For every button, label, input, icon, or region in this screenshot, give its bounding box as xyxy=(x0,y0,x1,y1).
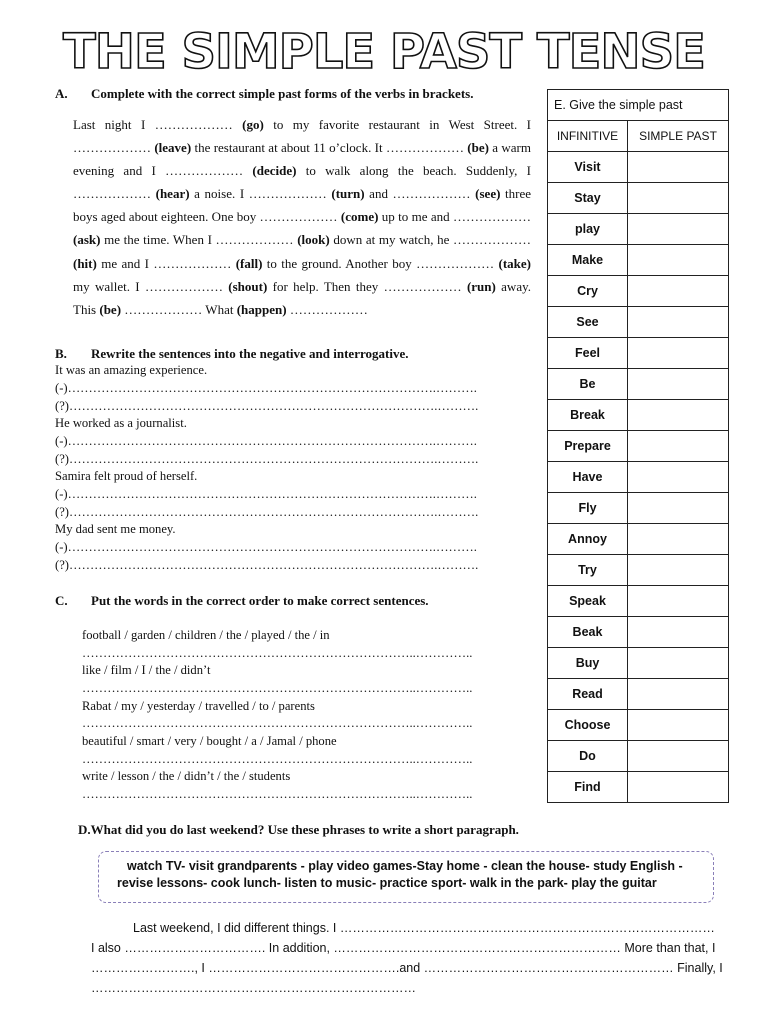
table-row xyxy=(548,679,729,710)
section-a-instruction: Complete with the correct simple past forms of the verbs in brackets. xyxy=(91,86,474,101)
section-b-line: He worked as a journalist. xyxy=(55,416,187,430)
section-b-line[interactable]: (-)…………………………………………………………………………….………. xyxy=(55,487,477,501)
table-row xyxy=(548,338,729,369)
section-c-line[interactable]: ……………………………………………………………………..………….. xyxy=(82,752,473,766)
table-row xyxy=(548,586,729,617)
page-title: THE SIMPLE PAST TENSE xyxy=(63,24,705,80)
simple-past-answer-cell[interactable] xyxy=(628,245,729,276)
simple-past-answer-cell[interactable] xyxy=(628,617,729,648)
infinitive-cell: Have xyxy=(548,462,628,493)
table-row xyxy=(548,214,729,245)
table-row xyxy=(548,617,729,648)
section-c-line: Rabat / my / yesterday / travelled / to / parents xyxy=(82,699,315,713)
phrases-line: watch TV- visit grandparents - play video games-Stay home - clean the house- study English - xyxy=(127,859,683,873)
table-row xyxy=(548,183,729,214)
table-row xyxy=(548,524,729,555)
infinitive-cell: play xyxy=(548,214,628,245)
section-b-line[interactable]: (-)…………………………………………………………………………….………. xyxy=(55,540,477,554)
section-b-heading xyxy=(55,346,408,362)
section-c-label: C. xyxy=(55,593,68,608)
table-row xyxy=(548,276,729,307)
table-row xyxy=(548,462,729,493)
section-b-line[interactable]: (-)…………………………………………………………………………….………. xyxy=(55,434,477,448)
table-row xyxy=(548,710,729,741)
paragraph-line[interactable]: ……………………., I ……………………………………….and …………………………………………………… Finally, I xyxy=(91,961,723,975)
section-c-line[interactable]: ……………………………………………………………………..………….. xyxy=(82,646,473,660)
section-a-label: A. xyxy=(55,86,68,101)
paragraph-line[interactable]: …………………………………………………………………… xyxy=(91,981,416,995)
table-caption: E. Give the simple past xyxy=(548,90,729,121)
section-a-paragraph: Last night I ……………… (go) to my favorite restaurant in West Street. I ……………… (leave) the restaurant at about 11 o’clock. It ……………… (be) a warm evening and I ……………… (decide) to walk along the beach. Suddenly, I ……………… (hear) a noise. I ……………… (turn) and ……………… (see) three boys aged about eighteen. One boy ……………… (come) up to me and ……………… (ask) me the time. When I ……………… (look) down at my watch, he ……………… (hit) me and I ……………… (fall) to the ground. Another boy ……………… (take) my wallet. I ……………… (shout) for help. Then they ……………… (run) away. This (be) ……………… What (happen) ……………… xyxy=(73,117,532,317)
infinitive-cell: Do xyxy=(548,741,628,772)
header-infinitive: INFINITIVE xyxy=(548,121,628,152)
section-c-line: like / film / I / the / didn’t xyxy=(82,663,211,677)
simple-past-answer-cell[interactable] xyxy=(628,369,729,400)
table-row xyxy=(548,400,729,431)
infinitive-cell: Speak xyxy=(548,586,628,617)
table-row xyxy=(548,431,729,462)
simple-past-answer-cell[interactable] xyxy=(628,555,729,586)
section-c-line: write / lesson / the / didn’t / the / students xyxy=(82,769,291,783)
section-c-heading xyxy=(55,593,429,609)
section-c-line[interactable]: ……………………………………………………………………..………….. xyxy=(82,681,473,695)
infinitive-cell: Fly xyxy=(548,493,628,524)
infinitive-cell: Buy xyxy=(548,648,628,679)
simple-past-answer-cell[interactable] xyxy=(628,524,729,555)
infinitive-cell: Choose xyxy=(548,710,628,741)
simple-past-answer-cell[interactable] xyxy=(628,183,729,214)
simple-past-table xyxy=(547,89,729,803)
phrases-box xyxy=(98,851,714,903)
table-row xyxy=(548,741,729,772)
infinitive-cell: See xyxy=(548,307,628,338)
simple-past-answer-cell[interactable] xyxy=(628,772,729,803)
simple-past-answer-cell[interactable] xyxy=(628,276,729,307)
table-row xyxy=(548,307,729,338)
section-b-label: B. xyxy=(55,346,67,361)
section-b-instruction: Rewrite the sentences into the negative and interrogative. xyxy=(91,346,409,361)
table-row xyxy=(548,152,729,183)
section-b-line: Samira felt proud of herself. xyxy=(55,469,198,483)
section-c-instruction: Put the words in the correct order to make correct sentences. xyxy=(91,593,429,608)
simple-past-answer-cell[interactable] xyxy=(628,648,729,679)
simple-past-answer-cell[interactable] xyxy=(628,586,729,617)
infinitive-cell: Beak xyxy=(548,617,628,648)
simple-past-answer-cell[interactable] xyxy=(628,431,729,462)
infinitive-cell: Read xyxy=(548,679,628,710)
table-row xyxy=(548,555,729,586)
section-b-line[interactable]: (?)…………………………………………………………………………….………. xyxy=(55,505,479,519)
infinitive-cell: Feel xyxy=(548,338,628,369)
simple-past-answer-cell[interactable] xyxy=(628,741,729,772)
infinitive-cell: Break xyxy=(548,400,628,431)
paragraph-line[interactable]: I also ……………………………. In addition, …………………………………………………………… More than that, I xyxy=(91,941,716,955)
section-b-line: My dad sent me money. xyxy=(55,522,176,536)
section-b-line[interactable]: (-)…………………………………………………………………………….………. xyxy=(55,381,477,395)
infinitive-cell: Make xyxy=(548,245,628,276)
section-c-line[interactable]: ……………………………………………………………………..………….. xyxy=(82,787,473,801)
infinitive-cell: Stay xyxy=(548,183,628,214)
simple-past-answer-cell[interactable] xyxy=(628,400,729,431)
section-b-line[interactable]: (?)…………………………………………………………………………….………. xyxy=(55,399,479,413)
table-row xyxy=(548,648,729,679)
infinitive-cell: Visit xyxy=(548,152,628,183)
phrases-line: revise lessons- cook lunch- listen to music- practice sport- walk in the park- play the guitar xyxy=(117,876,657,890)
simple-past-answer-cell[interactable] xyxy=(628,338,729,369)
table-row xyxy=(548,493,729,524)
infinitive-cell: Prepare xyxy=(548,431,628,462)
section-c-line: football / garden / children / the / played / the / in xyxy=(82,628,330,642)
infinitive-cell: Try xyxy=(548,555,628,586)
infinitive-cell: Be xyxy=(548,369,628,400)
section-c-line[interactable]: ……………………………………………………………………..………….. xyxy=(82,716,473,730)
simple-past-answer-cell[interactable] xyxy=(628,493,729,524)
section-c-line: beautiful / smart / very / bought / a / Jamal / phone xyxy=(82,734,337,748)
section-a-heading xyxy=(55,86,473,102)
infinitive-cell: Cry xyxy=(548,276,628,307)
header-simple-past: SIMPLE PAST xyxy=(628,121,729,152)
simple-past-answer-cell[interactable] xyxy=(628,307,729,338)
simple-past-answer-cell[interactable] xyxy=(628,710,729,741)
simple-past-answer-cell[interactable] xyxy=(628,152,729,183)
infinitive-cell: Annoy xyxy=(548,524,628,555)
section-b-line[interactable]: (?)…………………………………………………………………………….………. xyxy=(55,452,479,466)
section-d-heading: D.What did you do last weekend? Use these phrases to write a short paragraph. xyxy=(78,822,519,837)
infinitive-cell: Find xyxy=(548,772,628,803)
simple-past-answer-cell[interactable] xyxy=(628,462,729,493)
table-row xyxy=(548,369,729,400)
section-b-line[interactable]: (?)…………………………………………………………………………….………. xyxy=(55,558,479,572)
table-row xyxy=(548,772,729,803)
table-row xyxy=(548,245,729,276)
simple-past-answer-cell[interactable] xyxy=(628,214,729,245)
paragraph-line[interactable]: Last weekend, I did different things. I ……………………………………………………………………………… xyxy=(133,921,715,935)
section-b-line: It was an amazing experience. xyxy=(55,363,208,377)
simple-past-answer-cell[interactable] xyxy=(628,679,729,710)
